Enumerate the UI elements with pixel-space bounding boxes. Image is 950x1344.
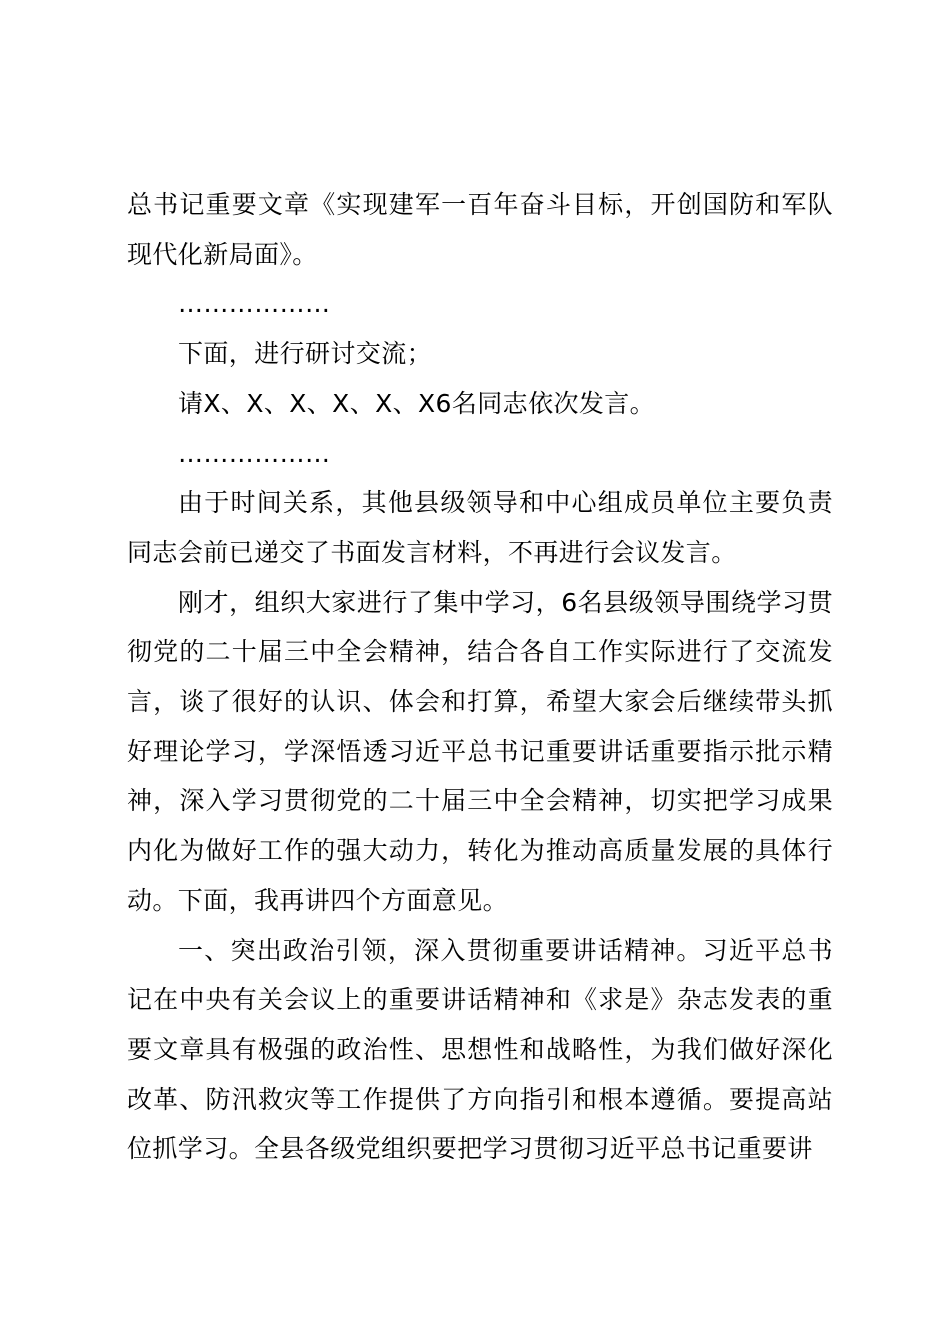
document-body [127, 180, 833, 1174]
paragraph-discussion: 下面，进行研讨交流； [178, 339, 433, 369]
paragraph-continuation: 总书记重要文章《实现建军一百年奋斗目标，开创国防和军队现代化新局面》。 [127, 190, 833, 269]
paragraph-section-one: 一、突出政治引领，深入贯彻重要讲话精神。习近平总书记在中央有关会议上的重要讲话精神和《求是》杂志发表的重要文章具有极强的政治性、思想性和战略性，为我们做好深化改革、防汛救灾等工作提供了方向指引和根本遵循。要提高站位抓学习。全县各级党组织要把学习贯彻习近平总书记重要讲 [127, 935, 833, 1164]
paragraph-speakers: 请X、X、X、X、X、X6名同志依次发言。 [178, 388, 656, 418]
paragraph-written-submissions: 由于时间关系，其他县级领导和中心组成员单位主要负责同志会前已递交了书面发言材料，不再进行会议发言。 [127, 488, 833, 567]
paragraph-ellipsis: ……………… [178, 438, 331, 468]
paragraph-summary: 刚才，组织大家进行了集中学习，6名县级领导围绕学习贯彻党的二十届三中全会精神，结合各自工作实际进行了交流发言，谈了很好的认识、体会和打算，希望大家会后继续带头抓好理论学习，学深悟透习近平总书记重要讲话重要指示批示精神，深入学习贯彻党的二十届三中全会精神，切实把学习成果内化为做好工作的强大动力，转化为推动高质量发展的具体行动。下面，我再讲四个方面意见。 [127, 587, 833, 915]
paragraph-ellipsis: ……………… [178, 289, 331, 319]
